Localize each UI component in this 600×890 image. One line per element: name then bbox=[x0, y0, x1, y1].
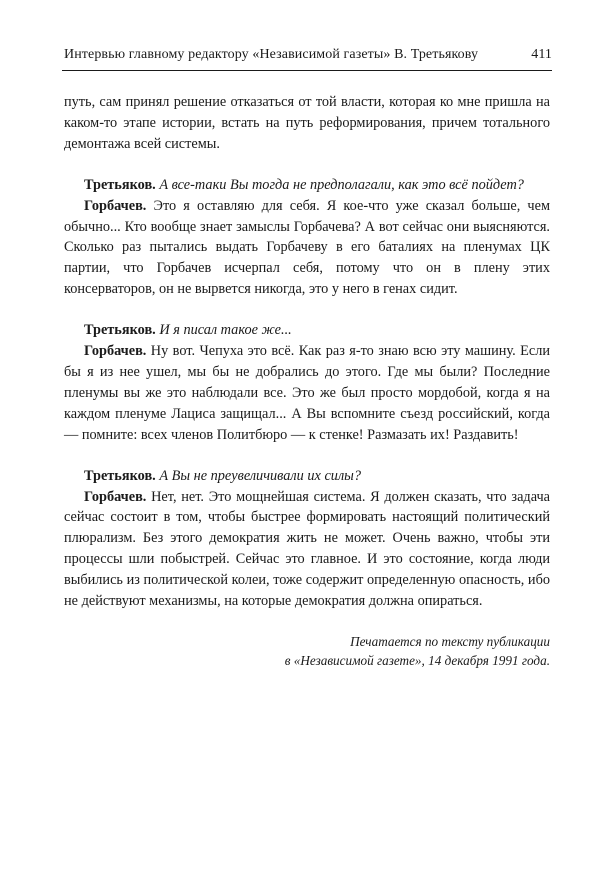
source-note-line-1: Печатается по тексту публикации bbox=[350, 633, 550, 649]
question-2 bbox=[64, 320, 550, 341]
question-3 bbox=[64, 466, 550, 487]
answer-text: Это я оставляю для себя. Я кое-что уже сказал больше, чем обычно... Кто вообще знает замыслы Горбачева? А вот сейчас они выясняются. Сколько раз пытались выдать Горбачеву в его баталиях на пленумах ЦК партии, что Горбачев исчерпал себя, потому что он в плену этих консерваторов, он не вырвется никогда, это у него в генах сидит. bbox=[64, 197, 551, 298]
page-number: 411 bbox=[531, 47, 552, 62]
speaker-gorbachev: Горбачев. bbox=[84, 197, 147, 214]
speaker-tretyakov: Третьяков. bbox=[84, 322, 156, 339]
answer-text: Ну вот. Чепуха это всё. Как раз я-то знаю всю эту машину. Если бы я из нее ушел, мы бы не добрались до этого. Где мы были? Последние пленумы вы же это наблюдали все. Это же был просто мордобой, когда я на каждом пленуме Лациса защищал... А Вы вспомните съезд российский, когда — помните: всех членов Политбюро — к стенке! Размазать их! Раздавить! bbox=[64, 343, 550, 443]
running-header bbox=[64, 47, 552, 63]
running-header-title: Интервью главному редактору «Независимой газеты» В. Третьякову bbox=[64, 47, 479, 62]
answer-1 bbox=[64, 196, 550, 301]
speaker-gorbachev: Горбачев. bbox=[84, 343, 147, 360]
question-1 bbox=[64, 175, 550, 196]
speaker-gorbachev: Горбачев. bbox=[84, 488, 147, 505]
question-text: А все-таки Вы тогда не предполагали, как это всё пойдет? bbox=[159, 176, 524, 193]
question-text: А Вы не преувеличивали их силы? bbox=[159, 467, 362, 484]
answer-text: Нет, нет. Это мощнейшая система. Я должен сказать, что задача сейчас состоит в том, чтобы быстрее формировать настоящий политический плюрализм. Без этого демократия жить не может. Очень важно, чтобы эти процессы шли побыстрей. Сейчас это главное. И это состояние, когда люди выбились из политической колеи, тоже содержит определенную опасность, ибо не действуют механизмы, на которые демократия должна опираться. bbox=[64, 488, 551, 610]
speaker-tretyakov: Третьяков. bbox=[84, 467, 156, 484]
source-note-line-2: в «Независимой газете», 14 декабря 1991 года. bbox=[284, 652, 550, 668]
source-note bbox=[64, 632, 550, 670]
paragraph-continuation: путь, сам принял решение отказаться от той власти, которая ко мне пришла на каком-то этапе истории, встать на путь реформирования, причем тотального демонтажа всей системы. bbox=[64, 94, 550, 152]
answer-3 bbox=[64, 487, 550, 612]
question-text: И я писал такое же... bbox=[159, 322, 292, 339]
speaker-tretyakov: Третьяков. bbox=[84, 176, 156, 193]
header-rule bbox=[62, 70, 552, 71]
page-body bbox=[64, 92, 550, 670]
answer-2 bbox=[64, 341, 550, 446]
